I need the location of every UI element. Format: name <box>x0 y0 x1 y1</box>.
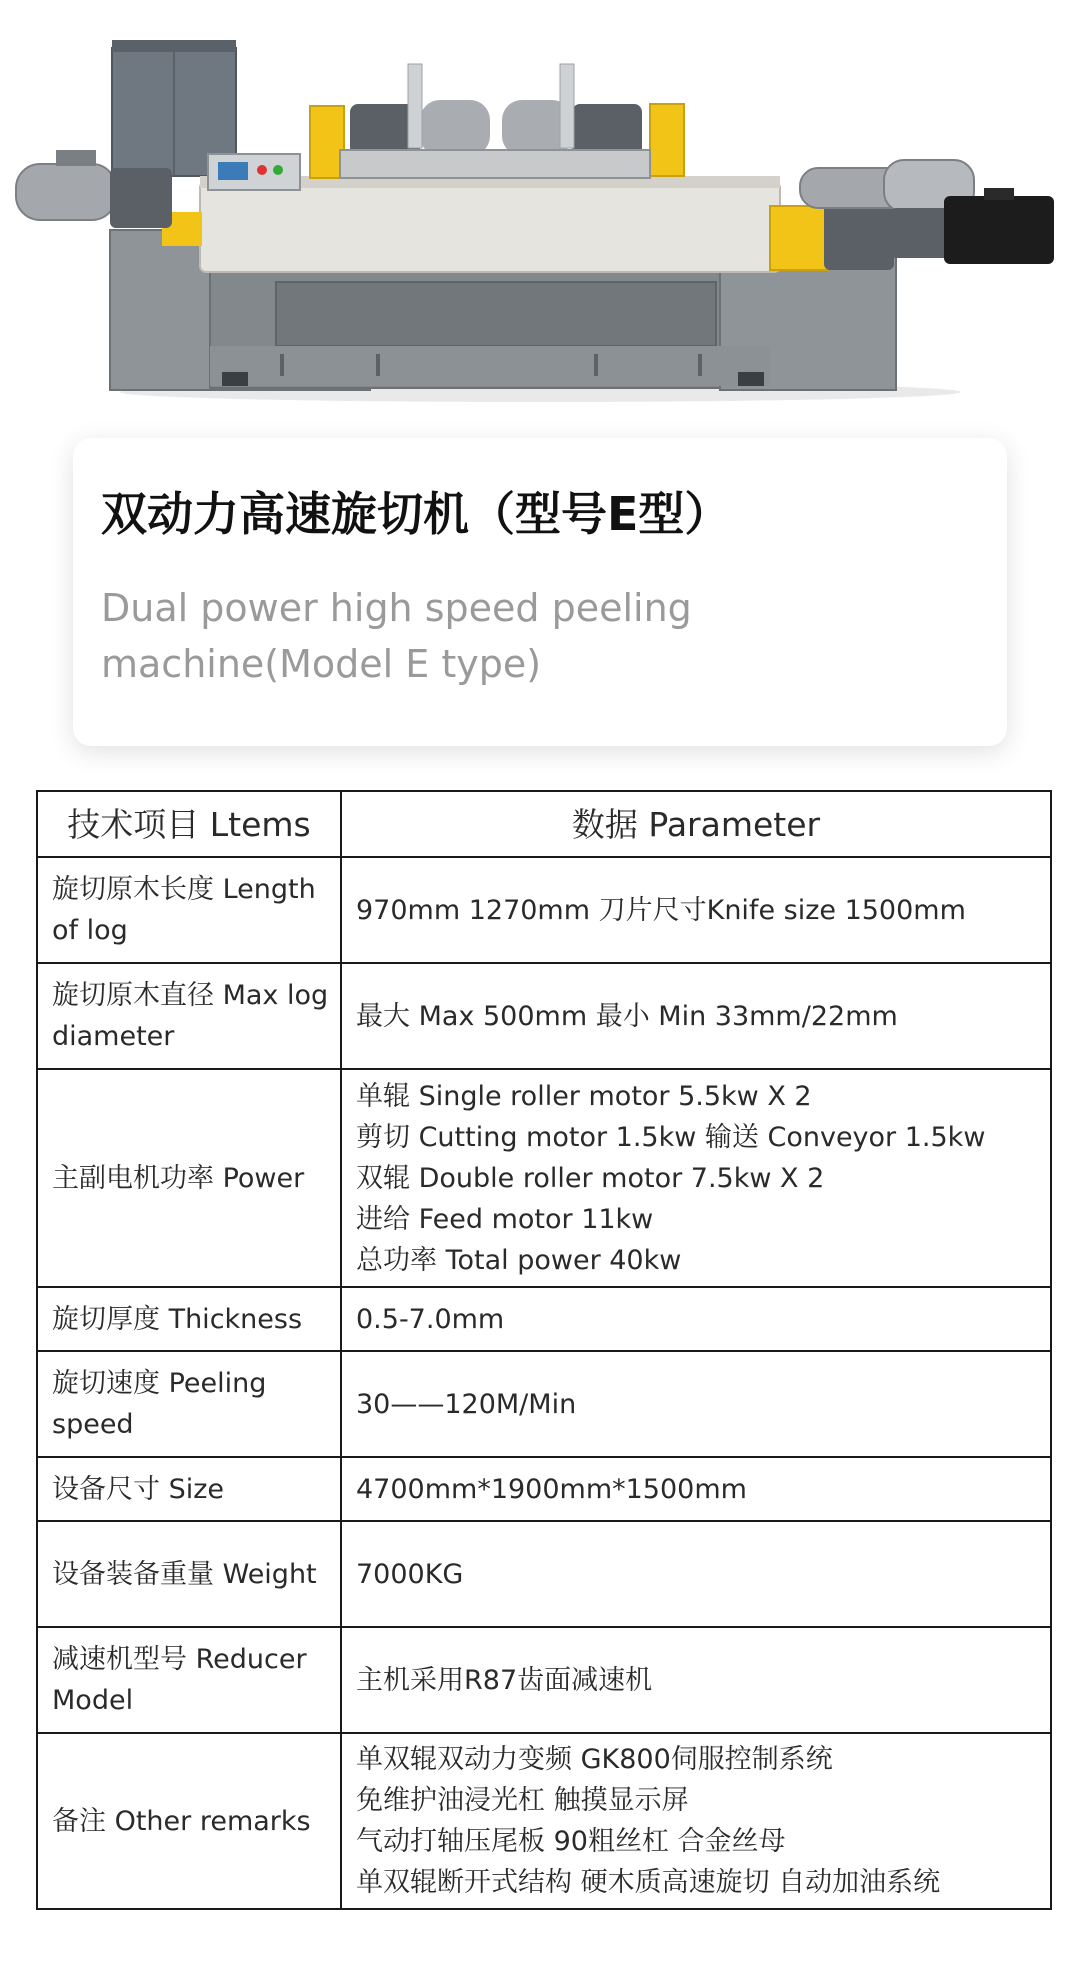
value-line: 总功率 Total power 40kw <box>356 1244 682 1276</box>
value-line: 0.5-7.0mm <box>356 1303 505 1335</box>
row-value-diameter <box>341 963 1051 1069</box>
row-value-thickness <box>341 1287 1051 1351</box>
row-value-weight <box>341 1521 1051 1627</box>
value-line: 双辊 Double roller motor 7.5kw X 2 <box>356 1162 825 1194</box>
top-housing <box>200 182 780 272</box>
value-line: 7000KG <box>356 1558 464 1590</box>
table-row <box>37 1287 1051 1351</box>
row-value-size <box>341 1457 1051 1521</box>
panel-button-green <box>273 165 283 175</box>
row-value-reducer <box>341 1627 1051 1733</box>
table-row <box>37 1521 1051 1627</box>
row-value-length <box>341 857 1051 963</box>
table-row <box>37 1627 1051 1733</box>
value-line: 单双辊断开式结构 硬木质高速旋切 自动加油系统 <box>356 1867 941 1898</box>
left-motor-cap <box>56 150 96 166</box>
value-line: 单辊 Single roller motor 5.5kw X 2 <box>356 1080 812 1112</box>
panel-button-red <box>257 165 267 175</box>
left-motor-body <box>16 164 116 220</box>
row-item-reducer: 减速机型号 Reducer Model <box>37 1627 341 1733</box>
foot-left <box>222 372 248 386</box>
panel-screen <box>218 162 248 180</box>
value-line: 单双辊双动力变频 GK800伺服控制系统 <box>356 1744 833 1775</box>
row-value-power <box>341 1069 1051 1287</box>
yellow-guard-right <box>650 104 684 176</box>
base-lower <box>210 346 770 386</box>
product-title-cn: 双动力高速旋切机（型号E型） <box>101 487 731 541</box>
yellow-block-right <box>770 206 828 270</box>
value-line: 气动打轴压尾板 90粗丝杠 合金丝母 <box>356 1826 786 1857</box>
row-value-speed <box>341 1351 1051 1457</box>
table-row <box>37 857 1051 963</box>
table-row <box>37 1351 1051 1457</box>
yellow-guard-left <box>310 106 344 178</box>
row-item-remarks: 备注 Other remarks <box>37 1733 341 1909</box>
cylinder-right <box>560 64 574 148</box>
table-row <box>37 1733 1051 1909</box>
cabinet-top <box>112 40 236 52</box>
machine-photo <box>0 0 1080 420</box>
servo-connector <box>984 188 1014 200</box>
product-title-en: Dual power high speed peeling machine(Model E type) <box>101 586 692 686</box>
left-gearbox <box>110 168 172 228</box>
top-motor-left-fins <box>420 100 490 156</box>
base-inner <box>276 282 716 346</box>
row-item-size: 设备尺寸 Size <box>37 1457 341 1521</box>
row-item-length: 旋切原木长度 Length of log <box>37 857 341 963</box>
top-motor-right-body <box>572 104 642 156</box>
value-line: 剪切 Cutting motor 1.5kw 输送 Conveyor 1.5kw <box>356 1121 986 1153</box>
value-line: 970mm 1270mm 刀片尺寸Knife size 1500mm <box>356 894 966 926</box>
foot-right <box>738 372 764 386</box>
table-row <box>37 1069 1051 1287</box>
value-line: 30——120M/Min <box>356 1388 577 1420</box>
product-title-card <box>73 438 1007 746</box>
row-item-power: 主副电机功率 Power <box>37 1069 341 1287</box>
peeling-machine-illustration <box>0 0 1080 420</box>
row-value-remarks <box>341 1733 1051 1909</box>
servo-motor <box>944 196 1054 264</box>
knife-carriage <box>340 150 650 178</box>
row-item-thickness: 旋切厚度 Thickness <box>37 1287 341 1351</box>
table-header-row <box>37 791 1051 857</box>
table-row <box>37 963 1051 1069</box>
header-parameter: 数据 Parameter <box>341 791 1051 857</box>
value-line: 进给 Feed motor 11kw <box>356 1203 654 1235</box>
row-item-weight: 设备装备重量 Weight <box>37 1521 341 1627</box>
value-line: 主机采用R87齿面减速机 <box>356 1664 653 1696</box>
header-item: 技术项目 Ltems <box>37 791 341 857</box>
value-line: 4700mm*1900mm*1500mm <box>356 1473 747 1505</box>
right-gearbox-rear <box>890 208 950 258</box>
table-row <box>37 1457 1051 1521</box>
spec-table <box>36 790 1052 1910</box>
row-item-speed: 旋切速度 Peeling speed <box>37 1351 341 1457</box>
value-line: 最大 Max 500mm 最小 Min 33mm/22mm <box>356 1000 898 1032</box>
row-item-diameter: 旋切原木直径 Max log diameter <box>37 963 341 1069</box>
cylinder-left <box>408 64 422 148</box>
value-line: 免维护油浸光杠 触摸显示屏 <box>356 1785 689 1816</box>
